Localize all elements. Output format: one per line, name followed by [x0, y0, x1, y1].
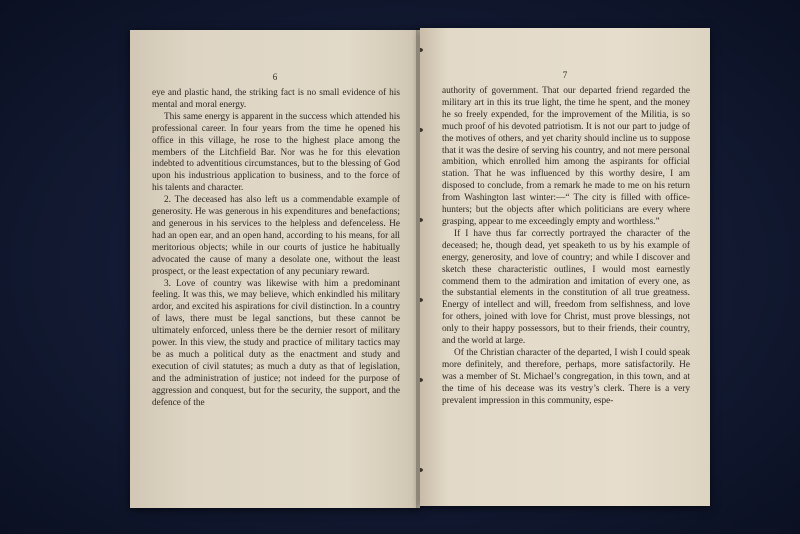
paragraph: This same energy is apparent in the success which attended his professional career. In four years from the time he opened his office in this village, he rose to the highest place among the members of the Litchfield Bar. Nor was he for this elevation indebted to adventitious circumstances, but to the blessing of God upon his industrious application to business, and to the force of his talents and character. — [152, 111, 400, 194]
paragraph: Of the Christian character of the departed, I wish I could speak more definitely, and therefore, perhaps, more satisfactorily. He was a member of St. Michael’s congregation, in this town, and at the time of his decease was its vestry’s clerk. There is a very prevalent impression in this community, espe- — [442, 347, 690, 406]
right-page — [420, 28, 710, 506]
paragraph: eye and plastic hand, the striking fact is no small evidence of his mental and moral energy. — [152, 88, 400, 110]
page-text — [420, 86, 710, 407]
binding-hole — [420, 48, 423, 52]
paragraph: 2. The deceased has also left us a commendable example of generosity. He was generous in his expenditures and benefactions; and generous in his services to the helpless and defenceless. He had an open ear, and an open hand, according to his means, for all meritorious objects; while in our courts of justice he habitually advocated the cause of many a desolate one, without the least prospect, or the least expectation of any pecuniary reward. — [152, 195, 400, 277]
binding-hole — [420, 468, 423, 472]
paragraph: 3. Love of country was likewise with him a predominant feeling. It was this, we may believe, which enkindled his military ardor, and excited his aspirations for civil distinction. In a country of laws, there must be legal sanctions, but these cannot be ultimately enforced, unless there be the dernier resort of military power. In this view, the study and practice of military tactics may be as much a political duty as the enactment and study and execution of civil statutes; as much a duty as that of legislation, and the administration of justice; not indeed for the purpose of aggression and conquest, but for the security, the support, and the defence of the — [152, 278, 400, 408]
page-number: 7 — [562, 70, 568, 80]
page-text — [130, 88, 420, 409]
left-page — [130, 30, 420, 508]
page-number: 6 — [272, 72, 278, 82]
paragraph: If I have thus far correctly portrayed the character of the deceased; he, though dead, yet speaketh to us by his example of energy, generosity, and love of country; and while I discover and sketch these characteristic outlines, I would most earnestly commend them to the admiration and imitation of every one, as the substantial elements in the constitution of all true greatness. Energy of intellect and will, freedom from selfishness, and love for others, joined with love for Christ, must prove blessings, not only to their happy possessors, but to their friends, their country, and the world at large. — [442, 228, 690, 347]
paragraph: authority of government. That our departed friend regarded the military art in this its true light, the time he spent, and the money he so freely expended, for the improvement of the Militia, is so much proof of his devoted patriotism. It is not our part to judge of the motives of others, and yet charity should incline us to suppose that it was the desire of serving his country, and not mere personal ambition, which enrolled him among the aspirants for official station. That he was influenced by this worthy desire, I am disposed to conclude, from a remark he made to me on his return from Washington last winter:—“ The city is filled with office-hunters; but the objects after which politicians are every where grasping, appear to me exceedingly empty and worthless.” — [442, 86, 690, 227]
